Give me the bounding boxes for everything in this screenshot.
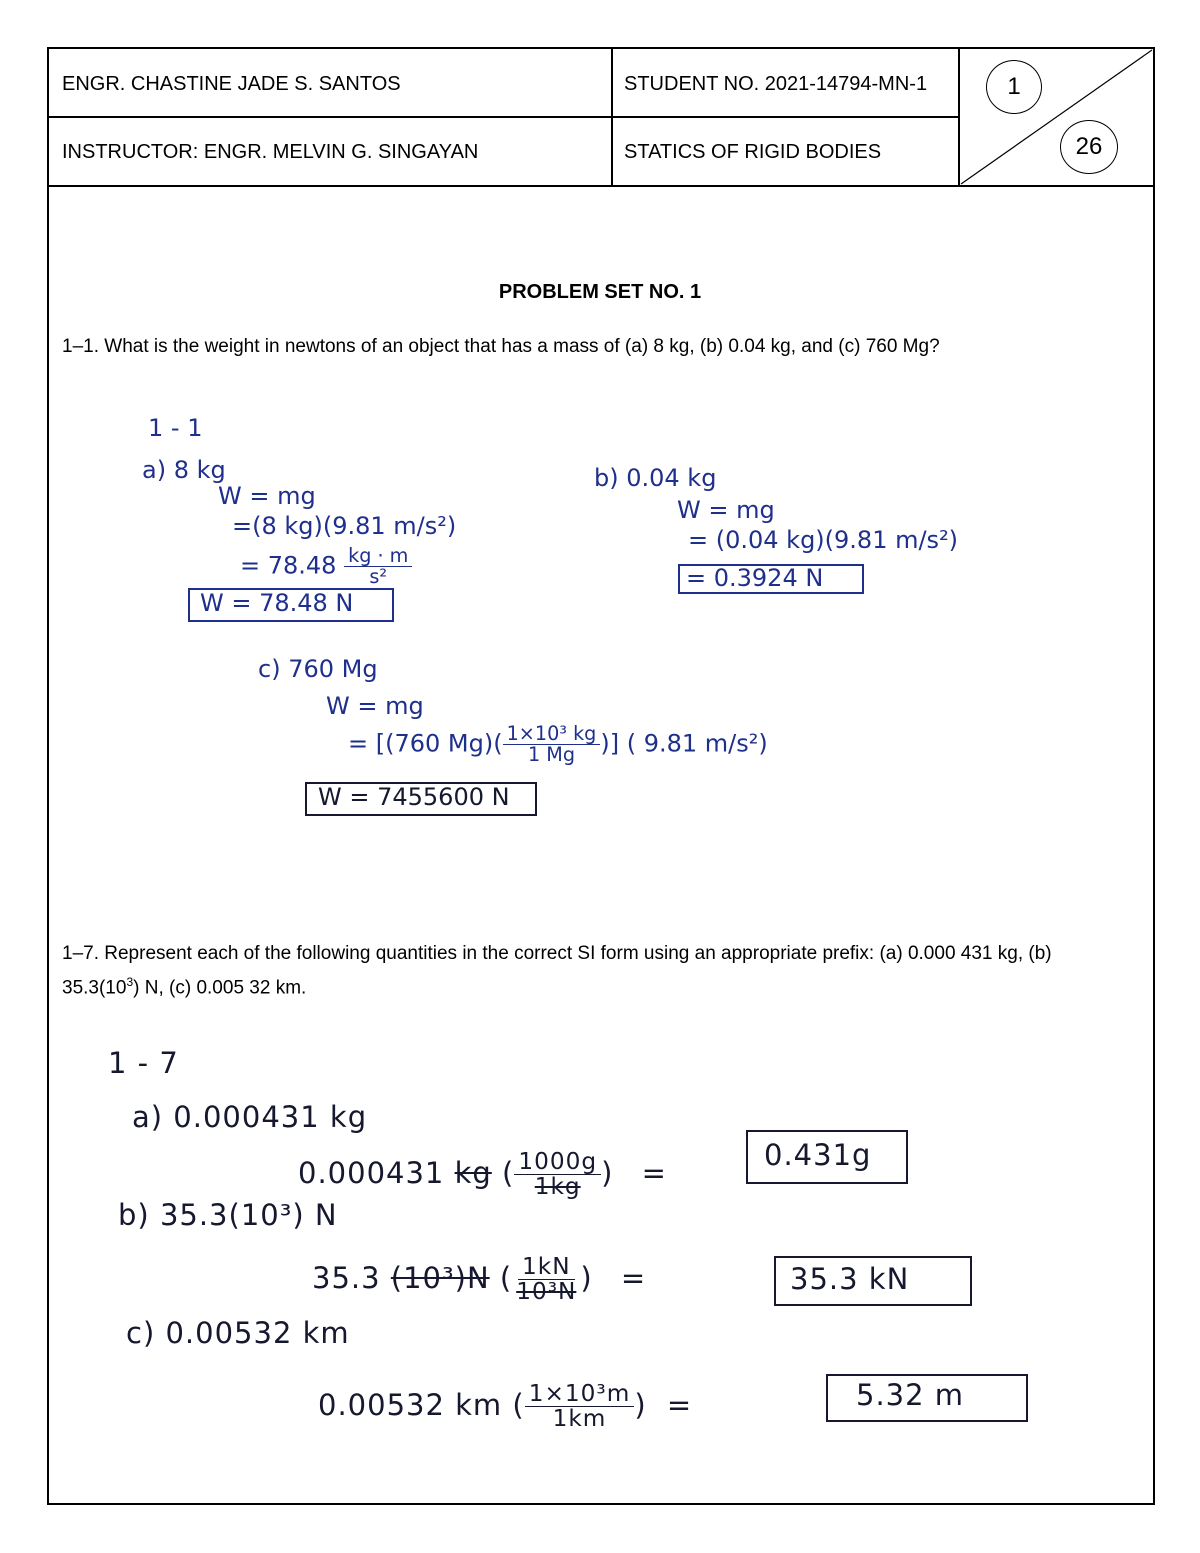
solution-c-conversion bbox=[503, 724, 601, 765]
solution-1-7-a-close-paren: ) bbox=[601, 1155, 614, 1190]
solution-1-7-b-value: 35.3 bbox=[312, 1260, 381, 1295]
solution-1-7-c-line bbox=[318, 1382, 692, 1432]
solution-a-formula: W = mg bbox=[218, 482, 316, 510]
solution-1-7-b-equals: = bbox=[620, 1260, 647, 1295]
solution-1-7-c-open-paren: ( bbox=[512, 1387, 525, 1422]
solution-b-formula: W = mg bbox=[677, 496, 775, 524]
solution-a-units bbox=[344, 546, 412, 587]
solution-1-7-b-conversion bbox=[512, 1255, 580, 1305]
solution-1-7-c-value: 0.00532 km bbox=[318, 1387, 503, 1422]
solution-a-unit-numerator: kg · m bbox=[344, 546, 412, 567]
problem-statement-1-7 bbox=[62, 940, 1122, 1002]
solution-1-7-b-conversion-denominator: 10³N bbox=[516, 1278, 577, 1306]
solution-1-7-c-conversion-numerator: 1×10³m bbox=[525, 1382, 635, 1407]
solution-a-answer: W = 78.48 N bbox=[200, 589, 354, 617]
solution-1-7-a-cancelled-unit: kg bbox=[454, 1155, 492, 1190]
solution-1-7-a-conversion-numerator: 1000g bbox=[514, 1150, 601, 1175]
solution-c-substitution bbox=[348, 724, 768, 765]
solution-1-7-c-equals: = bbox=[666, 1387, 693, 1422]
student-number: STUDENT NO. 2021-14794-MN-1 bbox=[624, 73, 928, 95]
solution-a-calculation bbox=[240, 546, 412, 587]
solution-c-subst-start: = [(760 Mg)( bbox=[348, 729, 503, 758]
page-title: PROBLEM SET NO. 1 bbox=[498, 281, 702, 303]
solution-1-7-a-value: 0.000431 bbox=[298, 1155, 445, 1190]
solution-1-7-b-given: b) 35.3(10³) N bbox=[118, 1198, 338, 1232]
solution-a-given: a) 8 kg bbox=[142, 456, 226, 484]
solution-c-subst-end: )] ( 9.81 m/s²) bbox=[600, 729, 768, 758]
header-divider-middle bbox=[47, 116, 960, 118]
solution-1-7-a-given: a) 0.000431 kg bbox=[132, 1100, 368, 1134]
solution-b-substitution: = (0.04 kg)(9.81 m/s²) bbox=[688, 526, 959, 554]
solution-b-given: b) 0.04 kg bbox=[594, 464, 717, 492]
problem-1-7-text: 1–7. Represent each of the following quantities in the correct SI form using an appropriate prefix: (a) 0.000 431 kg, (b) 35.3(10 bbox=[62, 943, 1052, 999]
solution-a-unit-denominator: s² bbox=[369, 565, 388, 589]
solution-1-7-a-conversion-denominator: 1kg bbox=[534, 1173, 581, 1201]
solution-c-formula: W = mg bbox=[326, 692, 424, 720]
solution-c-given: c) 760 Mg bbox=[258, 655, 378, 683]
solution-1-7-a-equals: = bbox=[641, 1155, 667, 1190]
problem-statement-1-1: 1–1. What is the weight in newtons of an object that has a mass of (a) 8 kg, (b) 0.04 kg, and (c) 760 Mg? bbox=[62, 336, 940, 357]
instructor-name: INSTRUCTOR: ENGR. MELVIN G. SINGAYAN bbox=[62, 141, 479, 163]
solution-label-1-1: 1 - 1 bbox=[148, 414, 203, 442]
solution-b-answer: = 0.3924 N bbox=[686, 564, 824, 592]
solution-label-1-7: 1 - 7 bbox=[108, 1046, 179, 1080]
solution-1-7-b-answer: 35.3 kN bbox=[790, 1262, 910, 1296]
solution-c-conversion-numerator: 1×10³ kg bbox=[503, 724, 601, 745]
solution-1-7-c-given: c) 0.00532 km bbox=[126, 1316, 350, 1350]
solution-c-conversion-denominator: 1 Mg bbox=[527, 743, 575, 767]
solution-1-7-b-open-paren: ( bbox=[499, 1260, 513, 1295]
course-name: STATICS OF RIGID BODIES bbox=[624, 141, 882, 163]
problem-1-7-text-end: ) N, (c) 0.005 32 km. bbox=[133, 977, 307, 999]
page-count-diagonal bbox=[959, 48, 1154, 186]
solution-1-7-a-open-paren: ( bbox=[502, 1155, 515, 1190]
solution-1-7-a-answer: 0.431g bbox=[764, 1138, 872, 1172]
solution-1-7-c-answer: 5.32 m bbox=[856, 1378, 965, 1412]
solution-a-calc-value: = 78.48 bbox=[240, 551, 337, 580]
solution-1-7-c-conversion-denominator: 1km bbox=[552, 1405, 607, 1433]
solution-c-answer: W = 7455600 N bbox=[318, 783, 510, 811]
total-pages: 26 bbox=[1060, 120, 1118, 174]
student-name: ENGR. CHASTINE JADE S. SANTOS bbox=[62, 73, 401, 95]
solution-a-substitution: =(8 kg)(9.81 m/s²) bbox=[232, 512, 457, 540]
header-column-divider-1 bbox=[611, 47, 613, 186]
solution-1-7-b-conversion-numerator: 1kN bbox=[518, 1255, 575, 1280]
solution-1-7-c-conversion bbox=[525, 1382, 635, 1432]
solution-1-7-c-close-paren: ) bbox=[634, 1387, 647, 1422]
page-number: 1 bbox=[986, 60, 1042, 114]
solution-1-7-a-conversion bbox=[514, 1150, 601, 1200]
solution-1-7-a-line bbox=[298, 1150, 667, 1200]
solution-1-7-b-close-paren: ) bbox=[580, 1260, 593, 1295]
solution-1-7-b-cancelled-unit: (10³)N bbox=[390, 1260, 490, 1295]
problem-1-7-exponent: 3 bbox=[126, 975, 134, 989]
solution-1-7-b-line bbox=[312, 1255, 646, 1305]
